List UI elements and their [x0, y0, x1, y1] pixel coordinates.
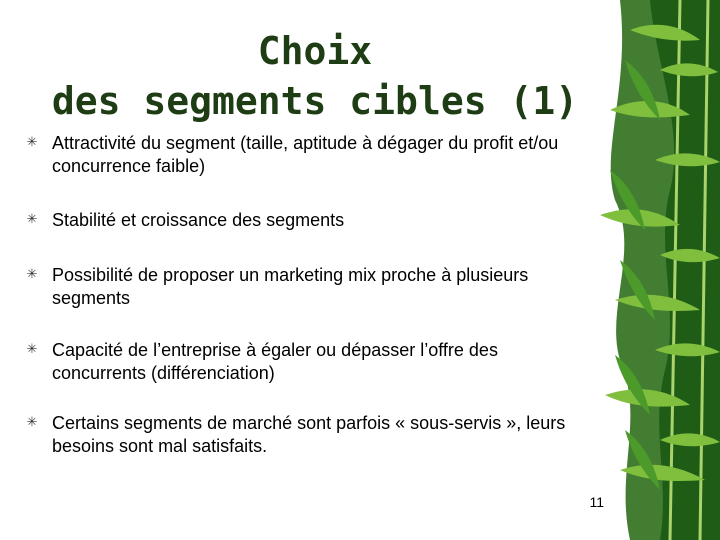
asterisk-bullet-icon: ✳	[26, 211, 38, 226]
title-line-2: des segments cibles (1)	[51, 79, 579, 123]
title-line-1: Choix	[257, 29, 373, 73]
bullet-text: Capacité de l’entreprise à égaler ou dépasser l’offre des concurrents (différenciation)	[52, 340, 498, 383]
asterisk-bullet-icon: ✳	[26, 134, 38, 149]
bullet-text: Attractivité du segment (taille, aptitude à dégager du profit et/ou concurrence faible)	[52, 133, 559, 176]
bullet-text: Possibilité de proposer un marketing mix proche à plusieurs segments	[52, 265, 529, 308]
asterisk-bullet-icon: ✳	[26, 341, 38, 356]
slide-title	[0, 26, 630, 126]
page-number: 11	[589, 494, 604, 510]
bullet-text: Certains segments de marché sont parfois « sous-servis », leurs besoins sont mal satisfaits.	[52, 413, 566, 456]
asterisk-bullet-icon: ✳	[26, 414, 38, 429]
asterisk-bullet-icon: ✳	[26, 266, 38, 281]
bullet-text: Stabilité et croissance des segments	[52, 210, 345, 230]
